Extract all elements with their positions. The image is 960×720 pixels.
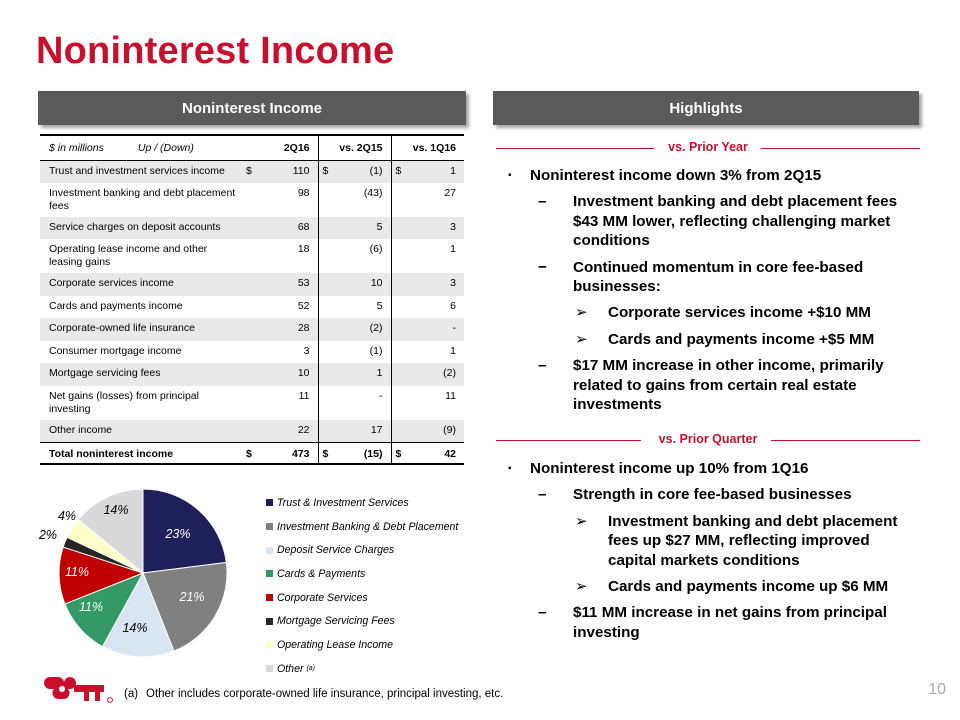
table-header-vs-2q15: vs. 2Q15: [318, 135, 391, 160]
row-label: Operating lease income and other leasing gains: [49, 243, 208, 268]
row-dollar: [318, 318, 336, 341]
total-vs-2q15: (15): [336, 442, 391, 464]
row-vs-1q16: 3: [409, 273, 464, 296]
footnote-mark: (a): [124, 688, 139, 700]
pie-data-label: 14%: [122, 621, 148, 635]
row-vs-2q15: 5: [336, 217, 391, 240]
arrow-bullet-icon: ➢: [575, 304, 588, 322]
row-2q16: 52: [297, 299, 310, 312]
legend-label: Corporate Services: [277, 591, 368, 604]
dash-bullet-icon: –: [538, 193, 547, 211]
sub-sub-bullet: [508, 512, 908, 570]
table-row: [40, 363, 464, 386]
sub-bullet: [508, 356, 908, 414]
row-dollar: [242, 420, 260, 443]
pie-data-label: 4%: [57, 509, 77, 523]
bullet-text: Corporate services income +$10 MM: [608, 304, 871, 322]
row-vs-1q16: 27: [444, 186, 456, 199]
sub-bullet: [508, 485, 908, 504]
row-2q16: 28: [260, 318, 318, 341]
row-label: Service charges on deposit accounts: [40, 217, 242, 240]
legend-swatch: [266, 547, 273, 554]
row-vs-1q16: 11: [445, 389, 456, 402]
row-2q16: 98: [297, 186, 310, 199]
table-header-vs-1q16: vs. 1Q16: [391, 135, 464, 160]
row-dollar: [242, 386, 260, 420]
legend-item: [266, 562, 458, 586]
row-dollar: [318, 296, 336, 319]
highlights-prior-quarter: [508, 459, 908, 642]
legend-swatch: [266, 523, 273, 530]
table-total-row: [40, 442, 464, 464]
arrow-bullet-icon: ➢: [575, 330, 588, 348]
dash-bullet-icon: –: [538, 486, 547, 504]
pie-data-label: 11%: [78, 600, 104, 614]
dash-bullet-icon: –: [538, 604, 547, 622]
bullet-text: $17 MM increase in other income, primarily related to gains from certain real estate investments: [573, 357, 884, 414]
row-vs-1q16: 1: [450, 243, 456, 255]
row-dollar: [318, 273, 336, 296]
legend-swatch: [266, 594, 273, 601]
section-title: vs. Prior Year: [668, 140, 748, 154]
row-dollar: [391, 273, 409, 296]
legend-item: [266, 538, 458, 562]
row-vs-2q15: 1: [336, 363, 391, 386]
row-2q16: 18: [297, 243, 310, 255]
noninterest-income-banner: Noninterest Income: [38, 91, 466, 125]
pie-legend: [266, 491, 458, 681]
row-dollar: [391, 183, 409, 217]
table-row: [40, 160, 464, 183]
row-vs-1q16: (2): [409, 363, 464, 386]
row-vs-2q15: (43): [363, 186, 383, 199]
table-row: [40, 296, 464, 319]
legend-swatch: [266, 570, 273, 577]
divider-line: [771, 440, 920, 441]
legend-swatch: [266, 618, 273, 625]
row-2q16: 53: [260, 273, 318, 296]
row-vs-2q15: (6): [369, 243, 383, 255]
row-dollar: [318, 420, 336, 443]
bullet-text: Cards and payments income up $6 MM: [608, 578, 889, 596]
bullet-text: Investment banking and debt placement fees $43 MM lower, reflecting challenging market conditions: [573, 193, 898, 250]
sub-bullet: [508, 603, 908, 642]
legend-label: Operating Lease Income: [277, 638, 394, 651]
row-vs-2q15: -: [379, 389, 383, 402]
section-vs-prior-year: [496, 140, 920, 156]
row-2q16: 11: [298, 389, 310, 402]
bullet-text: Cards and payments income +$5 MM: [608, 330, 875, 348]
page-number: 10: [928, 681, 946, 698]
pie-chart: [30, 480, 260, 670]
total-dollar: $: [242, 442, 260, 464]
row-label: Corporate-owned life insurance: [40, 318, 242, 341]
total-dollar: $: [391, 442, 409, 464]
noninterest-income-table: [40, 134, 464, 465]
footnote-text: Other includes corporate-owned life insurance, principal investing, etc.: [146, 688, 504, 700]
legend-label: Trust & Investment Services: [277, 496, 409, 509]
table-row: [40, 273, 464, 296]
row-vs-2q15: 5: [376, 299, 383, 312]
bullet: [508, 166, 908, 185]
row-dollar: [391, 217, 409, 240]
legend-label: Deposit Service Charges: [277, 544, 395, 557]
legend-item: [266, 586, 458, 610]
row-vs-1q16: (9): [409, 420, 464, 443]
sub-bullet: [508, 258, 908, 297]
pie-data-label: 21%: [179, 590, 205, 604]
footnote: [124, 688, 503, 700]
row-dollar: [242, 296, 260, 319]
table-row: [40, 341, 464, 364]
row-vs-1q16: -: [409, 318, 464, 341]
total-dollar: $: [318, 442, 336, 464]
row-dollar: $: [318, 160, 336, 183]
row-dollar: [242, 239, 260, 273]
bullet-text: Investment banking and debt placement fees up $27 MM, reflecting improved capital markets conditions: [608, 512, 898, 569]
total-vs-1q16: 42: [409, 442, 464, 464]
row-dollar: [242, 318, 260, 341]
row-2q16: 68: [260, 217, 318, 240]
table-header-units: $ in millions Up / (Down): [40, 135, 242, 160]
table-row: [40, 420, 464, 443]
row-dollar: [242, 363, 260, 386]
row-vs-2q15: 10: [336, 273, 391, 296]
legend-swatch: [266, 641, 273, 648]
legend-label: Cards & Payments: [277, 567, 366, 580]
page-title: Noninterest Income: [36, 30, 395, 72]
legend-item: [266, 657, 458, 681]
row-vs-1q16: 6: [450, 299, 456, 312]
legend-swatch: [266, 665, 273, 672]
row-dollar: [391, 239, 409, 273]
sub-sub-bullet: [508, 303, 908, 322]
bullet: [508, 459, 908, 478]
pie-data-label: 2%: [38, 528, 58, 542]
row-label: Trust and investment services income: [40, 160, 242, 183]
pie-data-label: 11%: [64, 565, 90, 579]
row-dollar: [391, 386, 409, 420]
row-dollar: [318, 341, 336, 364]
table-header-2q16: 2Q16: [242, 135, 318, 160]
row-label: Investment banking and debt placement fees: [49, 186, 236, 212]
row-dollar: [391, 420, 409, 443]
row-vs-2q15: (1): [336, 160, 391, 183]
pie-data-label: 23%: [165, 527, 191, 541]
row-vs-1q16: 1: [450, 344, 456, 357]
row-label: Net gains (losses) from principal investing: [49, 389, 199, 415]
legend-item: [266, 491, 458, 515]
legend-superscript: (a): [306, 665, 316, 673]
row-vs-2q15: (2): [336, 318, 391, 341]
table-row: [40, 318, 464, 341]
row-vs-2q15: (1): [369, 344, 383, 357]
section-vs-prior-quarter: [496, 432, 920, 448]
row-label: Consumer mortgage income: [49, 344, 182, 357]
row-dollar: [242, 273, 260, 296]
row-2q16: 10: [260, 363, 318, 386]
legend-swatch: [266, 499, 273, 506]
row-dollar: [318, 363, 336, 386]
table-row: [40, 239, 464, 273]
legend-label: Other: [277, 662, 304, 675]
bullet-text: Noninterest income down 3% from 2Q15: [530, 167, 822, 184]
legend-item: [266, 515, 458, 539]
row-dollar: [391, 341, 409, 364]
row-dollar: [242, 183, 260, 217]
row-dollar: [242, 341, 260, 364]
row-dollar: [318, 217, 336, 240]
row-label: Cards and payments income: [49, 299, 183, 312]
legend-label: Investment Banking & Debt Placement: [277, 520, 459, 533]
legend-item: [266, 633, 458, 657]
square-bullet-icon: ▪: [508, 170, 512, 181]
legend-item: [266, 609, 458, 633]
arrow-bullet-icon: ➢: [575, 512, 588, 530]
bullet-text: Strength in core fee-based businesses: [573, 486, 852, 504]
row-dollar: [391, 296, 409, 319]
row-label: Corporate services income: [40, 273, 242, 296]
row-dollar: [318, 386, 336, 420]
total-label: Total noninterest income: [40, 442, 242, 464]
row-2q16: 110: [260, 160, 318, 183]
table-row: [40, 386, 464, 420]
table-row: [40, 217, 464, 240]
bullet-text: Continued momentum in core fee-based businesses:: [573, 258, 864, 296]
row-dollar: [318, 183, 336, 217]
key-logo-icon: [40, 673, 120, 707]
row-label: Other income: [40, 420, 242, 443]
table-row: [40, 183, 464, 217]
dash-bullet-icon: –: [538, 357, 547, 375]
row-dollar: $: [242, 160, 260, 183]
section-title: vs. Prior Quarter: [658, 432, 758, 446]
sub-sub-bullet: [508, 330, 908, 349]
row-vs-1q16: 1: [409, 160, 464, 183]
legend-label: Mortgage Servicing Fees: [277, 615, 395, 628]
row-2q16: 22: [260, 420, 318, 443]
pie-data-label: 14%: [103, 503, 129, 517]
arrow-bullet-icon: ➢: [575, 578, 588, 596]
row-dollar: [318, 239, 336, 273]
divider-line: [761, 148, 920, 149]
row-dollar: [242, 217, 260, 240]
total-2q16: 473: [260, 442, 318, 464]
row-vs-1q16: 3: [409, 217, 464, 240]
minus-bullet-icon: −: [538, 258, 547, 276]
row-dollar: $: [391, 160, 409, 183]
row-vs-2q15: 17: [336, 420, 391, 443]
row-dollar: [391, 363, 409, 386]
table-header: [40, 135, 464, 160]
highlights-prior-year: [508, 166, 908, 414]
row-dollar: [391, 318, 409, 341]
highlights-banner: Highlights: [493, 91, 919, 125]
square-bullet-icon: ▪: [508, 463, 512, 474]
bullet-text: Noninterest income up 10% from 1Q16: [530, 460, 809, 477]
row-2q16: 3: [303, 344, 310, 357]
sub-bullet: [508, 192, 908, 250]
sub-sub-bullet: [508, 577, 908, 596]
row-label: Mortgage servicing fees: [40, 363, 242, 386]
bullet-text: $11 MM increase in net gains from principal investing: [573, 604, 887, 641]
